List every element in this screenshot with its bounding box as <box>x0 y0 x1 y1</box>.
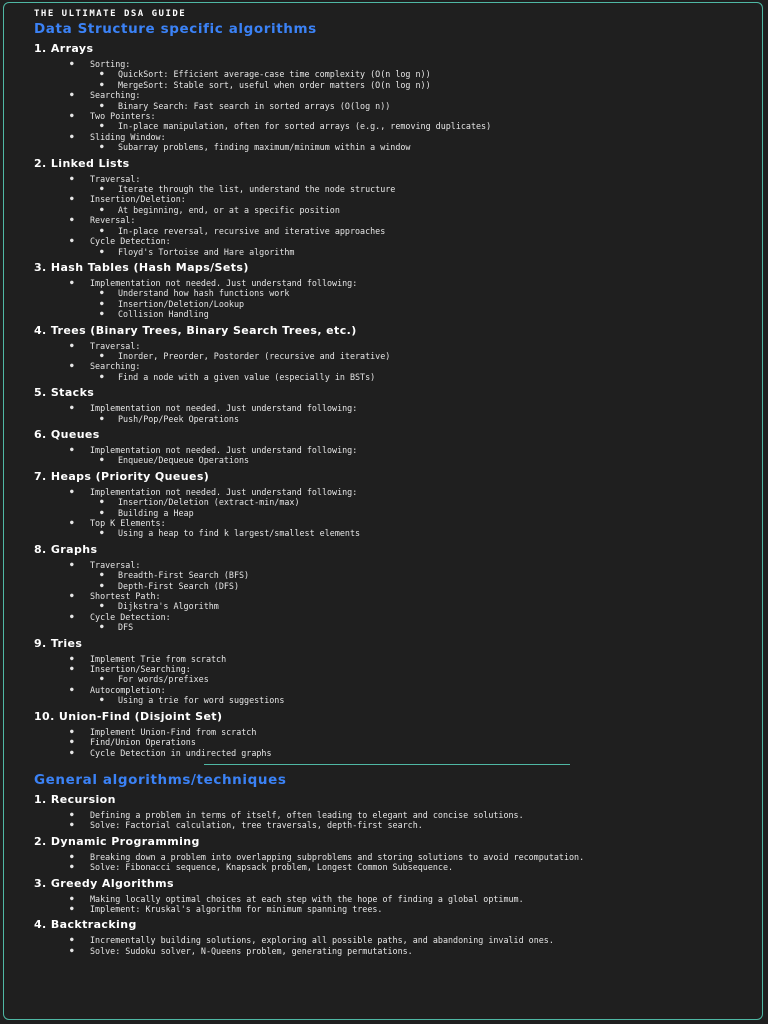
sub-list-item: ● Find a node with a given value (especially in BSTs) <box>90 372 756 382</box>
list-item <box>34 341 756 362</box>
sub-list-item: ● Enqueue/Dequeue Operations <box>90 455 756 465</box>
sub-list-item: ● Collision Handling <box>90 309 756 319</box>
sub-list <box>90 69 756 90</box>
list-item-text: ● Implementation not needed. Just understand following: <box>90 277 358 288</box>
sub-list <box>90 101 756 111</box>
topic-list <box>34 341 756 383</box>
sub-list-item: ● Using a heap to find k largest/smallest elements <box>90 528 756 538</box>
list-item <box>34 685 756 706</box>
list-item <box>34 194 756 215</box>
list-item-text: ● Solve: Fibonacci sequence, Knapsack problem, Longest Common Subsequence. <box>90 862 454 873</box>
sub-list <box>90 351 756 361</box>
topic-list <box>34 560 756 633</box>
sub-list <box>90 674 756 684</box>
topic-heading: 3. Hash Tables (Hash Maps/Sets) <box>34 260 249 274</box>
list-item-text: ● Sliding Window: <box>90 131 166 142</box>
sub-list <box>90 372 756 382</box>
topic-list <box>34 727 756 758</box>
sub-list-item: ● At beginning, end, or at a specific position <box>90 205 756 215</box>
topic-heading: 9. Tries <box>34 636 83 650</box>
sub-list <box>90 695 756 705</box>
topic-heading: 7. Heaps (Priority Queues) <box>34 469 210 483</box>
list-item-text: ● Insertion/Deletion: <box>90 194 186 205</box>
list-item-text: ● Searching: <box>90 90 141 101</box>
list-item-text: ● Implement Union-Find from scratch <box>90 726 257 737</box>
sub-list <box>90 184 756 194</box>
list-item-text: ● Find/Union Operations <box>90 737 196 748</box>
sub-list <box>90 121 756 131</box>
topic-list <box>34 445 756 466</box>
sub-list-item: ● Subarray problems, finding maximum/minimum within a window <box>90 142 756 152</box>
list-item <box>34 445 756 466</box>
list-item <box>34 560 756 591</box>
list-item <box>34 894 756 904</box>
list-item-text: ● Searching: <box>90 361 141 372</box>
topic-list <box>34 59 756 153</box>
list-item <box>34 278 756 320</box>
document-content <box>34 20 756 956</box>
topic-list <box>34 852 756 873</box>
list-item <box>34 236 756 257</box>
list-item-text: ● Autocompletion: <box>90 684 166 695</box>
doc-title: THE ULTIMATE DSA GUIDE <box>34 9 187 19</box>
list-item-text: ● Cycle Detection in undirected graphs <box>90 747 272 758</box>
sub-list-item: ● DFS <box>90 622 756 632</box>
sub-list-item: ● In-place reversal, recursive and iterative approaches <box>90 226 756 236</box>
list-item <box>34 727 756 737</box>
list-item <box>34 862 756 872</box>
topic-heading: 3. Greedy Algorithms <box>34 876 174 890</box>
sub-list <box>90 570 756 591</box>
sub-list-item: ● Insertion/Deletion/Lookup <box>90 299 756 309</box>
list-item-text: ● Traversal: <box>90 173 141 184</box>
topic-list <box>34 654 756 706</box>
sub-list <box>90 497 756 518</box>
list-item-text: ● Implement: Kruskal's algorithm for minimum spanning trees. <box>90 903 383 914</box>
sub-list-item: ● Push/Pop/Peek Operations <box>90 414 756 424</box>
list-item-text: ● Implementation not needed. Just understand following: <box>90 444 358 455</box>
list-item <box>34 737 756 747</box>
list-item <box>34 664 756 685</box>
sub-list-item: ● Binary Search: Fast search in sorted arrays (O(log n)) <box>90 101 756 111</box>
sub-list <box>90 601 756 611</box>
sub-list <box>90 622 756 632</box>
document-frame <box>3 2 763 1020</box>
list-item-text: ● Incrementally building solutions, exploring all possible paths, and abandoning invalid ones. <box>90 935 554 946</box>
sub-list-item: ● Building a Heap <box>90 508 756 518</box>
list-item <box>34 518 756 539</box>
list-item-text: ● Cycle Detection: <box>90 236 171 247</box>
list-item-text: ● Cycle Detection: <box>90 611 171 622</box>
topic-heading: 4. Backtracking <box>34 918 137 932</box>
section-title: Data Structure specific algorithms <box>34 21 317 37</box>
list-item <box>34 810 756 820</box>
sub-list <box>90 455 756 465</box>
list-item <box>34 111 756 132</box>
list-item-text: ● Insertion/Searching: <box>90 664 191 675</box>
sub-list-item: ● Depth-First Search (DFS) <box>90 581 756 591</box>
topic-list <box>34 894 756 915</box>
sub-list <box>90 142 756 152</box>
topic-heading: 6. Queues <box>34 427 100 441</box>
list-item <box>34 174 756 195</box>
list-item-text: ● Traversal: <box>90 559 141 570</box>
topic-heading: 2. Dynamic Programming <box>34 834 200 848</box>
list-item-text: ● Top K Elements: <box>90 518 166 528</box>
sub-list-item: ● Dijkstra's Algorithm <box>90 601 756 611</box>
sub-list <box>90 414 756 424</box>
sub-list-item: ● Using a trie for word suggestions <box>90 695 756 705</box>
list-item <box>34 132 756 153</box>
list-item-text: ● Making locally optimal choices at each step with the hope of finding a global optimum. <box>90 893 524 904</box>
list-item <box>34 90 756 111</box>
section-divider <box>204 764 570 765</box>
topic-heading: 8. Graphs <box>34 542 98 556</box>
topic-list <box>34 174 756 257</box>
topic-heading: 4. Trees (Binary Trees, Binary Search Trees, etc.) <box>34 323 357 337</box>
list-item-text: ● Solve: Sudoku solver, N-Queens problem, generating permutations. <box>90 945 413 956</box>
topic-list <box>34 935 756 956</box>
section-title: General algorithms/techniques <box>34 771 287 788</box>
sub-list <box>90 247 756 257</box>
list-item <box>34 654 756 664</box>
list-item-text: ● Reversal: <box>90 215 136 226</box>
list-item <box>34 935 756 945</box>
list-item-text: ● Solve: Factorial calculation, tree traversals, depth-first search. <box>90 820 423 831</box>
list-item-text: ● Implement Trie from scratch <box>90 653 227 664</box>
list-item <box>34 487 756 518</box>
list-item <box>34 591 756 612</box>
list-item <box>34 612 756 633</box>
list-item-text: ● Traversal: <box>90 340 141 351</box>
list-item <box>34 904 756 914</box>
topic-list <box>34 810 756 831</box>
sub-list-item: ● QuickSort: Efficient average-case time complexity (O(n log n)) <box>90 69 756 79</box>
sub-list-item: ● Understand how hash functions work <box>90 288 756 298</box>
sub-list <box>90 226 756 236</box>
list-item-text: ● Shortest Path: <box>90 591 161 602</box>
sub-list <box>90 288 756 319</box>
topic-heading: 5. Stacks <box>34 386 95 400</box>
sub-list-item: ● In-place manipulation, often for sorted arrays (e.g., removing duplicates) <box>90 121 756 131</box>
sub-list-item: ● Floyd's Tortoise and Hare algorithm <box>90 247 756 257</box>
list-item-text: ● Defining a problem in terms of itself, often leading to elegant and concise solutions. <box>90 809 524 820</box>
list-item-text: ● Sorting: <box>90 59 131 69</box>
sub-list-item: ● MergeSort: Stable sort, useful when order matters (O(n log n)) <box>90 80 756 90</box>
sub-list <box>90 528 756 538</box>
sub-list-item: ● For words/prefixes <box>90 674 756 684</box>
sub-list <box>90 205 756 215</box>
topic-list <box>34 487 756 539</box>
sub-list-item: ● Iterate through the list, understand the node structure <box>90 184 756 194</box>
topic-heading: 1. Recursion <box>34 792 116 806</box>
sub-list-item: ● Breadth-First Search (BFS) <box>90 570 756 580</box>
list-item-text: ● Two Pointers: <box>90 111 156 122</box>
topic-heading: 2. Linked Lists <box>34 156 130 170</box>
list-item <box>34 403 756 424</box>
list-item-text: ● Implementation not needed. Just understand following: <box>90 403 358 414</box>
sub-list-item: ● Insertion/Deletion (extract-min/max) <box>90 497 756 507</box>
list-item <box>34 361 756 382</box>
topic-heading: 1. Arrays <box>34 42 94 55</box>
list-item <box>34 748 756 758</box>
list-item-text: ● Breaking down a problem into overlapping subproblems and storing solutions to avoid recomputation. <box>90 851 585 862</box>
list-item <box>34 215 756 236</box>
list-item-text: ● Implementation not needed. Just understand following: <box>90 486 358 497</box>
topic-list <box>34 403 756 424</box>
topic-heading: 10. Union-Find (Disjoint Set) <box>34 709 223 723</box>
topic-list <box>34 278 756 320</box>
list-item <box>34 59 756 90</box>
list-item <box>34 946 756 956</box>
list-item <box>34 852 756 862</box>
sub-list-item: ● Inorder, Preorder, Postorder (recursive and iterative) <box>90 351 756 361</box>
list-item <box>34 820 756 830</box>
